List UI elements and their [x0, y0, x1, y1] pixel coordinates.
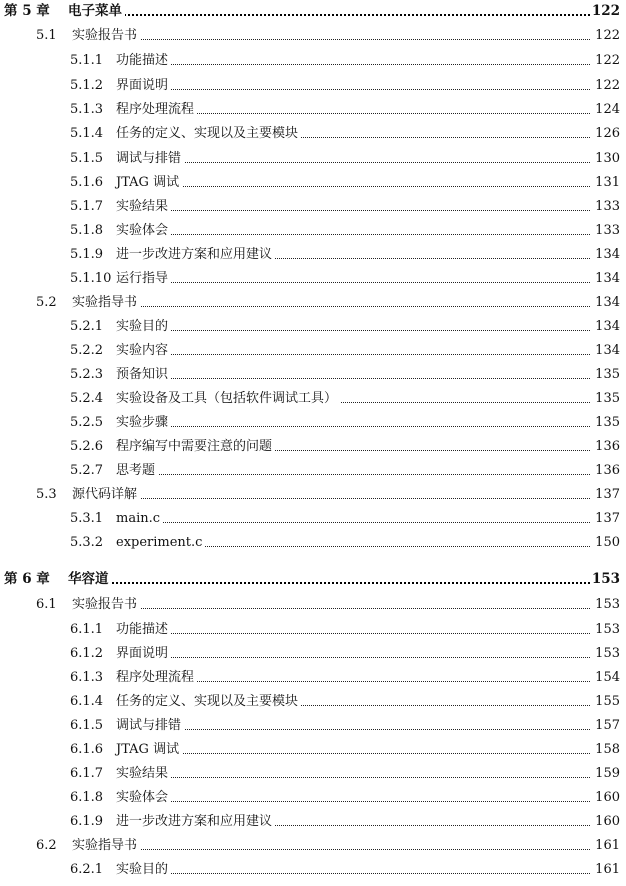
toc-page-number: 122 — [590, 50, 620, 72]
toc-entry[interactable] — [0, 508, 626, 530]
toc-title: 实验结果 — [116, 196, 171, 218]
toc-entry[interactable] — [0, 739, 626, 761]
toc-title: 程序处理流程 — [116, 99, 197, 121]
toc-number: 6.2.1 — [70, 862, 104, 877]
toc-page-number: 150 — [590, 532, 620, 554]
toc-entry[interactable] — [0, 123, 626, 145]
toc-page-number: 160 — [590, 811, 620, 833]
toc-entry[interactable] — [0, 0, 626, 22]
toc-number: 5.1.10 — [70, 271, 112, 286]
toc-title: 程序编写中需要注意的问题 — [116, 436, 275, 458]
dot-leader — [68, 14, 590, 16]
toc-entry[interactable] — [0, 340, 626, 362]
toc-title: 实验设备及工具（包括软件调试工具） — [116, 388, 340, 410]
toc-title: 实验报告书 — [72, 25, 140, 47]
dot-leader — [116, 729, 590, 730]
toc-entry[interactable] — [0, 75, 626, 97]
toc-number: 5.1.7 — [70, 199, 104, 214]
dot-leader — [116, 234, 590, 235]
toc-title: 华容道 — [68, 568, 112, 590]
toc-number: 6.1.1 — [70, 622, 104, 637]
toc-number: 6.1.4 — [70, 694, 104, 709]
dot-leader — [116, 522, 590, 523]
toc-title: 实验结果 — [116, 763, 171, 785]
toc-number: 第 5 章 — [4, 3, 50, 19]
toc-page-number: 135 — [590, 412, 620, 434]
toc-title: 功能描述 — [116, 619, 171, 641]
toc-number: 5.2.4 — [70, 391, 104, 406]
toc-number: 6.1.6 — [70, 742, 104, 757]
toc-entry[interactable] — [0, 436, 626, 458]
toc-title: 实验步骤 — [116, 412, 171, 434]
toc-title: 实验内容 — [116, 340, 171, 362]
toc-entry[interactable] — [0, 292, 626, 314]
toc-entry[interactable] — [0, 196, 626, 218]
toc-page-number: 158 — [590, 739, 620, 761]
toc-title: 界面说明 — [116, 643, 171, 665]
dot-leader — [116, 474, 590, 475]
toc-number: 5.1.6 — [70, 175, 104, 190]
toc-title: 运行指导 — [116, 268, 171, 290]
toc-title: 界面说明 — [116, 75, 171, 97]
toc-page-number: 153 — [590, 643, 620, 665]
toc-number: 5.3.2 — [70, 535, 104, 550]
dot-leader — [116, 282, 590, 283]
toc-entry[interactable] — [0, 268, 626, 290]
toc-page-number: 133 — [590, 196, 620, 218]
toc-number: 5.3 — [36, 487, 57, 502]
toc-title: 实验体会 — [116, 787, 171, 809]
toc-title: 实验目的 — [116, 316, 171, 338]
toc-page-number: 122 — [590, 0, 620, 22]
toc-title: 任务的定义、实现以及主要模块 — [116, 123, 301, 145]
toc-number: 5.1.5 — [70, 151, 104, 166]
dot-leader — [116, 801, 590, 802]
toc-entry[interactable] — [0, 364, 626, 386]
toc-title: 思考题 — [116, 460, 158, 482]
toc-title: 实验指导书 — [72, 835, 140, 857]
toc-entry[interactable] — [0, 99, 626, 121]
dot-leader — [72, 849, 590, 850]
toc-number: 5.2.1 — [70, 319, 104, 334]
toc-page-number: 122 — [590, 75, 620, 97]
toc-entry[interactable] — [0, 568, 626, 590]
toc-entry[interactable] — [0, 787, 626, 809]
toc-number: 6.2 — [36, 838, 57, 853]
toc-page-number: 157 — [590, 715, 620, 737]
dot-leader — [116, 378, 590, 379]
toc-entry[interactable] — [0, 619, 626, 641]
toc-entry[interactable] — [0, 316, 626, 338]
dot-leader — [116, 657, 590, 658]
toc-page-number: 137 — [590, 484, 620, 506]
toc-page-number: 161 — [590, 859, 620, 881]
toc-entry[interactable] — [0, 594, 626, 616]
toc-entry[interactable] — [0, 412, 626, 434]
dot-leader — [116, 210, 590, 211]
toc-entry[interactable] — [0, 835, 626, 857]
toc-entry[interactable] — [0, 691, 626, 713]
toc-page-number: 136 — [590, 460, 620, 482]
toc-page-number: 131 — [590, 172, 620, 194]
dot-leader — [72, 608, 590, 609]
toc-number: 5.1.3 — [70, 102, 104, 117]
toc-title: 程序处理流程 — [116, 667, 197, 689]
dot-leader — [116, 162, 590, 163]
toc-entry[interactable] — [0, 859, 626, 881]
toc-page-number: 155 — [590, 691, 620, 713]
dot-leader — [116, 354, 590, 355]
dot-leader — [72, 306, 590, 307]
toc-title: 调试与排错 — [116, 715, 184, 737]
toc-page-number: 160 — [590, 787, 620, 809]
toc-number: 第 6 章 — [4, 571, 50, 587]
dot-leader — [116, 753, 590, 754]
toc-entry[interactable] — [0, 763, 626, 785]
toc-page-number: 134 — [590, 316, 620, 338]
toc-entry[interactable] — [0, 643, 626, 665]
toc-page-number: 154 — [590, 667, 620, 689]
toc-page-number: 153 — [590, 568, 620, 590]
toc-entry[interactable] — [0, 484, 626, 506]
toc-entry[interactable] — [0, 244, 626, 266]
toc-entry[interactable] — [0, 388, 626, 410]
dot-leader — [116, 633, 590, 634]
dot-leader — [116, 426, 590, 427]
toc-title: main.c — [116, 508, 163, 530]
toc-page-number: 134 — [590, 340, 620, 362]
dot-leader — [116, 330, 590, 331]
toc-title: JTAG 调试 — [116, 739, 182, 761]
toc-page-number: 133 — [590, 220, 620, 242]
toc-title: 实验目的 — [116, 859, 171, 881]
toc-page-number: 124 — [590, 99, 620, 121]
toc-number: 6.1.5 — [70, 718, 104, 733]
toc-title: 电子菜单 — [68, 0, 125, 22]
toc-page-number: 136 — [590, 436, 620, 458]
toc-page-number: 135 — [590, 388, 620, 410]
toc-number: 5.1.9 — [70, 247, 104, 262]
toc-entry[interactable] — [0, 50, 626, 72]
dot-leader — [68, 582, 590, 584]
toc-entry[interactable] — [0, 25, 626, 47]
toc-number: 5.1.2 — [70, 78, 104, 93]
toc-page-number: 134 — [590, 244, 620, 266]
dot-leader — [72, 498, 590, 499]
toc-title: 功能描述 — [116, 50, 171, 72]
toc-title: 实验报告书 — [72, 594, 140, 616]
toc-number: 6.1.9 — [70, 814, 104, 829]
toc-entry[interactable] — [0, 715, 626, 737]
toc-number: 5.2.2 — [70, 343, 104, 358]
toc-entry[interactable] — [0, 220, 626, 242]
dot-leader — [116, 64, 590, 65]
toc-entry[interactable] — [0, 460, 626, 482]
toc-entry[interactable] — [0, 148, 626, 170]
toc-number: 6.1.8 — [70, 790, 104, 805]
toc-page-number: 137 — [590, 508, 620, 530]
toc-number: 6.1.7 — [70, 766, 104, 781]
toc-entry[interactable] — [0, 532, 626, 554]
toc-page-number: 153 — [590, 594, 620, 616]
toc-page-number: 134 — [590, 292, 620, 314]
toc-number: 5.1.1 — [70, 53, 104, 68]
toc-page-number: 159 — [590, 763, 620, 785]
toc-page-number: 153 — [590, 619, 620, 641]
toc-page-number: 135 — [590, 364, 620, 386]
toc-number: 5.2.6 — [70, 439, 104, 454]
toc-page-number: 122 — [590, 25, 620, 47]
toc-number: 6.1.3 — [70, 670, 104, 685]
toc-number: 5.1.4 — [70, 126, 104, 141]
dot-leader — [116, 186, 590, 187]
toc-number: 6.1 — [36, 597, 57, 612]
toc-page-number: 161 — [590, 835, 620, 857]
dot-leader — [116, 873, 590, 874]
toc-entry[interactable] — [0, 172, 626, 194]
toc-entry[interactable] — [0, 667, 626, 689]
toc-number: 5.2.7 — [70, 463, 104, 478]
toc-title: 源代码详解 — [72, 484, 140, 506]
toc-title: 预备知识 — [116, 364, 171, 386]
toc-number: 5.1 — [36, 28, 57, 43]
toc-number: 5.2.3 — [70, 367, 104, 382]
toc-title: 任务的定义、实现以及主要模块 — [116, 691, 301, 713]
toc-number: 5.1.8 — [70, 223, 104, 238]
toc-number: 5.3.1 — [70, 511, 104, 526]
toc-number: 5.2 — [36, 295, 57, 310]
toc-page-number: 134 — [590, 268, 620, 290]
toc-title: 实验指导书 — [72, 292, 140, 314]
dot-leader — [116, 777, 590, 778]
dot-leader — [116, 89, 590, 90]
toc-title: 进一步改进方案和应用建议 — [116, 244, 275, 266]
toc-entry[interactable] — [0, 811, 626, 833]
toc-page-number: 130 — [590, 148, 620, 170]
toc-title: 实验体会 — [116, 220, 171, 242]
toc-page-number: 126 — [590, 123, 620, 145]
toc-title: 进一步改进方案和应用建议 — [116, 811, 275, 833]
dot-leader — [72, 39, 590, 40]
toc-title: experiment.c — [116, 532, 205, 554]
toc-number: 6.1.2 — [70, 646, 104, 661]
toc-number: 5.2.5 — [70, 415, 104, 430]
toc-title: JTAG 调试 — [116, 172, 182, 194]
toc-title: 调试与排错 — [116, 148, 184, 170]
